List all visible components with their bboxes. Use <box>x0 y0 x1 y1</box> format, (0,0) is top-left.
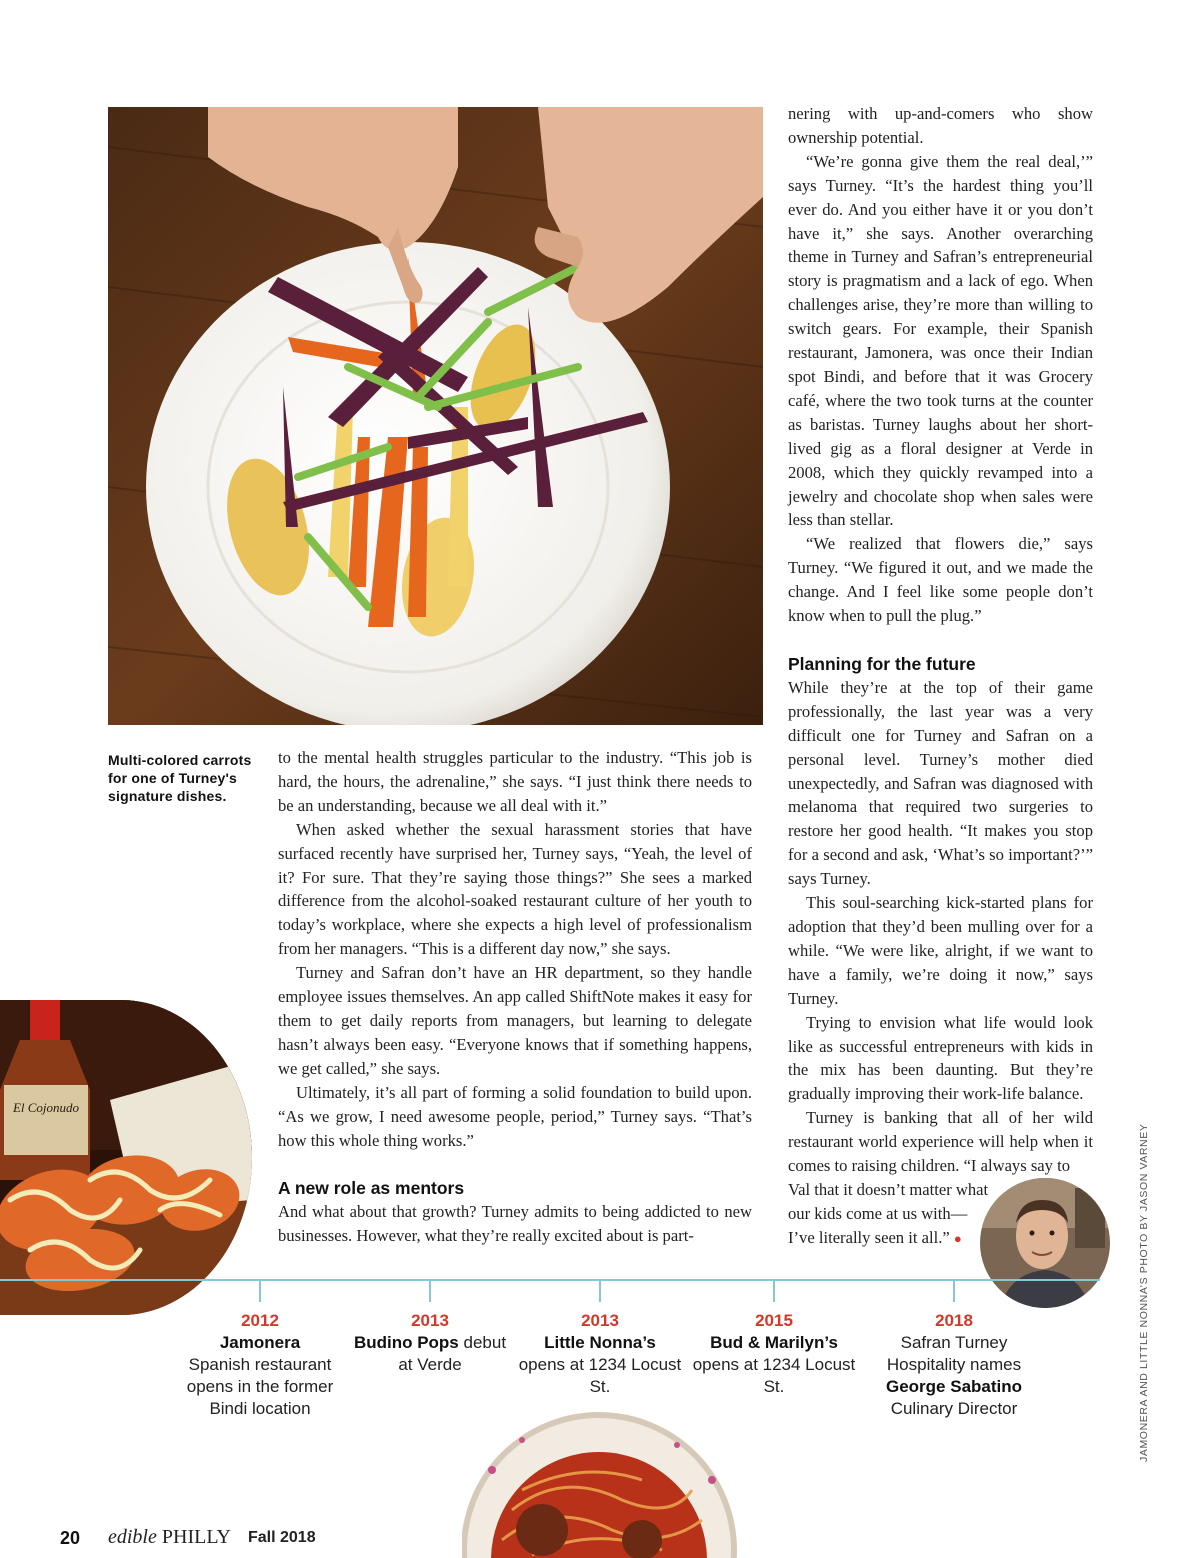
paragraph: Turney is banking that all of her wild restaurant world experience will help when it comes to raising children. “I always say to <box>788 1108 1093 1176</box>
closing-line: Val that it doesn’t matter what <box>788 1179 989 1199</box>
timeline-event <box>689 1310 859 1398</box>
timeline-event <box>869 1310 1039 1420</box>
timeline-event-name: Little Nonna’s <box>544 1333 656 1352</box>
paragraph: And what about that growth? Turney admits to being addicted to new businesses. However, what they’re really excited about is part- <box>278 1202 752 1246</box>
section-heading: Planning for the future <box>788 653 976 674</box>
timeline-event <box>515 1310 685 1398</box>
issue-date: Fall 2018 <box>248 1529 316 1546</box>
timeline-tick <box>953 1280 955 1302</box>
timeline-event-name: George Sabatino <box>885 1377 1023 1396</box>
timeline-event-description: Culinary Director <box>890 1399 1018 1418</box>
publication-name-caps: PHILLY <box>161 1526 231 1548</box>
photo-caption: Multi-colored carrots for one of Turney's signature dishes. <box>108 752 252 804</box>
paragraph: When asked whether the sexual harassment stories that have surfaced recently have surprised her, Turney says, “Yeah, the level of it? For sure. That they’re saying those things?” She sees a marked difference from the alcohol-soaked restaurant culture of her youth to today’s workplace, where she expects a high level of professionalism from her managers. “This is a different day now,” she says. <box>278 819 752 959</box>
timeline-event-name: Budino Pops <box>353 1333 459 1352</box>
paragraph: Trying to envision what life would look like as successful entrepreneurs with kids in the mix has been daunting. But they’re gradually improving their work-life balance. <box>788 1012 1093 1104</box>
timeline-line <box>0 1279 1100 1281</box>
paragraph: to the mental health struggles particular to the industry. “This job is hard, the hours, the adrenaline,” she says. “I just think there needs to be an understanding, because we all deal with it.” <box>278 748 752 815</box>
timeline-year: 2012 <box>241 1311 279 1330</box>
section-heading: A new role as mentors <box>278 1178 465 1199</box>
paragraph: “We realized that flowers die,” says Turney. “We figured it out, and we made the change. And I feel like some people don’t know when to pull the plug.” <box>788 534 1093 626</box>
little-nonnas-dish-photo <box>462 1410 737 1558</box>
timeline-year: 2013 <box>581 1311 619 1330</box>
timeline-event <box>345 1310 515 1376</box>
timeline-event-description: opens at 1234 Locust St. <box>692 1355 856 1396</box>
timeline-event-description: opens at 1234 Locust St. <box>518 1355 682 1396</box>
timeline-year: 2018 <box>935 1311 973 1330</box>
end-mark-icon: ● <box>953 1230 962 1246</box>
publication-name <box>108 1526 231 1549</box>
timeline-event <box>175 1310 345 1420</box>
article-column-middle <box>278 746 752 1248</box>
closing-line: our kids come at us with— <box>788 1203 968 1223</box>
paragraph: Ultimately, it’s all part of forming a solid foundation to build upon. “As we grow, I need awesome people, period,” Turney says. “That’s how this whole thing works.” <box>278 1082 752 1150</box>
publication-name-italic: edible <box>108 1526 157 1548</box>
carrot-dish-photo <box>108 107 763 725</box>
timeline-tick <box>599 1280 601 1302</box>
george-sabatino-portrait <box>980 1178 1110 1308</box>
timeline-event-name: Bud & Marilyn’s <box>710 1333 838 1352</box>
article-column-right <box>788 102 1093 1251</box>
paragraph: Turney and Safran don’t have an HR department, so they handle employee issues themselves. An app called ShiftNote makes it easy for them to get daily reports from managers, but learning to delegate hasn’t always been easy. “Everyone knows that if something happens, we get called,” she says. <box>278 963 752 1078</box>
closing-line: I’ve literally seen it all.” <box>788 1227 950 1247</box>
timeline-event-name: Jamonera <box>219 1333 301 1352</box>
paragraph: “We’re gonna give them the real deal,’” says Turney. “It’s the hardest thing you’ll ever do. And you either have it or you don’t have it,” she says. Another overarching theme in Turney and Safran’s entrepreneurial story is pragmatism and a lack of ego. When challenges arise, they’re more than willing to switch gears. For example, their Spanish restaurant, Jamonera, was once their Indian spot Bindi, and before that it was Grocery café, where the two took turns at the counter as baristas. Turney laughs about her short-lived gig as a floral designer at Verde in 2008, which they quickly revamped into a jewelry and chocolate shop when sales were less than stellar. <box>788 151 1093 530</box>
timeline-tick <box>429 1280 431 1302</box>
timeline-tick <box>259 1280 261 1302</box>
timeline-event-description: Spanish restaurant opens in the former Bindi location <box>186 1355 334 1418</box>
timeline-tick <box>773 1280 775 1302</box>
bottle-label-text: El Cojonudo <box>12 1100 80 1115</box>
paragraph: While they’re at the top of their game professionally, the last year was a very difficult one for Turney and Safran on a personal level. Turney’s mother died unexpectedly, and Safran was diagnosed with melanoma that required two surgeries to restore her good health. “It makes you stop for a second and ask, ‘What’s so important?’” says Turney. <box>788 677 1093 889</box>
paragraph: nering with up-and-comers who show ownership potential. <box>788 104 1093 147</box>
timeline-event-prefix: Safran Turney Hospitality names <box>886 1333 1022 1374</box>
paragraph: This soul-searching kick-started plans for adoption that they’d been mulling over for a while. “We were like, alright, if we want to have a family, we’re doing it now,” says Turney. <box>788 893 1093 1008</box>
jamonera-dish-photo <box>0 1000 252 1315</box>
photo-credit: JAMONERA AND LITTLE NONNA’S PHOTO BY JASON VARNEY <box>1138 1123 1150 1462</box>
timeline-event-description: debut at Verde <box>398 1333 507 1374</box>
timeline-year: 2013 <box>411 1311 449 1330</box>
photo-credit-wrapper <box>1138 1123 1200 1474</box>
timeline-year: 2015 <box>755 1311 793 1330</box>
page-number: 20 <box>60 1528 81 1548</box>
